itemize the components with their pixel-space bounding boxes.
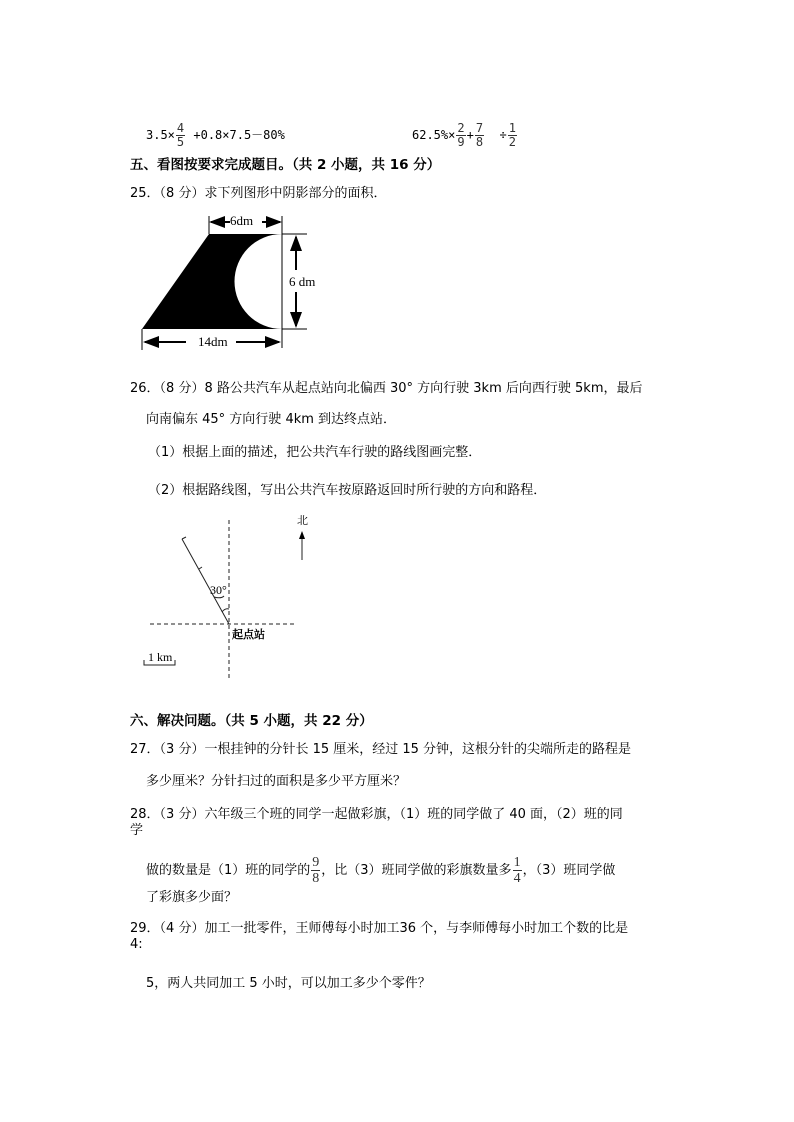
q29-line2: 5，两人共同加工 5 小时，可以加工多少个零件？ xyxy=(146,976,431,991)
denominator: 4 xyxy=(513,871,521,886)
denominator: 8 xyxy=(312,871,320,886)
q28-line1: 28．（3 分）六年级三个班的同学一起做彩旗，（1）班的同学做了 40 面，（2）班的同 xyxy=(130,807,623,822)
expr-text: 3.5× xyxy=(146,128,175,142)
section6-heading: 六、解决问题。（共 5 小题，共 22 分） xyxy=(130,713,373,729)
q29-line1: 29．（4 分）加工一批零件，王师傅每小时加工36 个，与李师傅每小时加工个数的比是 xyxy=(130,921,629,936)
denominator: 9 xyxy=(457,135,465,149)
numerator: 1 xyxy=(513,855,521,870)
label-right-6dm: 6 dm xyxy=(289,274,316,289)
q29-line1b: 4: xyxy=(130,937,143,952)
expr-text: +0.8×7.5－80% xyxy=(186,128,285,142)
north-label: 北 xyxy=(297,514,308,527)
denominator: 2 xyxy=(508,135,516,149)
numerator: 4 xyxy=(176,121,185,135)
shaded-region xyxy=(142,234,282,329)
q26-sub2: （2）根据路线图，写出公共汽车按原路返回时所行驶的方向和路程． xyxy=(148,483,547,498)
q28-line2 xyxy=(146,855,615,886)
numerator: 1 xyxy=(508,121,516,135)
q27-line2: 多少厘米？分针扫过的面积是多少平方厘米？ xyxy=(146,774,407,789)
label-top-6dm: 6dm xyxy=(230,213,254,228)
numerator: 2 xyxy=(457,121,465,135)
numerator: 9 xyxy=(312,855,320,870)
fraction xyxy=(513,855,522,886)
text: ，（3）班同学做 xyxy=(522,863,616,878)
q27-line1: 27．（3 分）一根挂钟的分针长 15 厘米，经过 15 分钟，这根分针的尖端所走的路程是 xyxy=(130,742,632,757)
q26-line1: 26．（8 分）8 路公共汽车从起点站向北偏西 30° 方向行驶 3km 后向西行驶 5km，最后 xyxy=(130,381,643,396)
denominator: 5 xyxy=(176,135,185,149)
operator: + xyxy=(466,128,474,142)
expr-text: 62.5%× xyxy=(412,128,456,142)
start-station-label: 起点站 xyxy=(232,628,265,641)
q25-text: 25．（8 分）求下列图形中阴影部分的面积． xyxy=(130,186,387,201)
text: ，比（3）班同学做的彩旗数量多 xyxy=(321,863,512,878)
q28-line1b: 学 xyxy=(130,823,144,838)
scale-label: 1 km xyxy=(148,650,173,664)
denominator: 8 xyxy=(475,135,484,149)
section5-heading: 五、看图按要求完成题目。（共 2 小题，共 16 分） xyxy=(130,157,441,173)
text: 做的数量是（1）班的同学的 xyxy=(146,863,311,878)
operator: ÷ xyxy=(499,128,507,142)
q26-line2: 向南偏东 45° 方向行驶 4km 到达终点站． xyxy=(146,412,397,427)
label-bottom-14dm: 14dm xyxy=(198,334,228,349)
q26-sub1: （1）根据上面的描述，把公共汽车行驶的路线图画完整． xyxy=(148,445,482,460)
fraction xyxy=(311,855,320,886)
q28-line3: 了彩旗多少面？ xyxy=(146,890,238,905)
numerator: 7 xyxy=(475,121,484,135)
angle-label: 30° xyxy=(210,583,227,597)
